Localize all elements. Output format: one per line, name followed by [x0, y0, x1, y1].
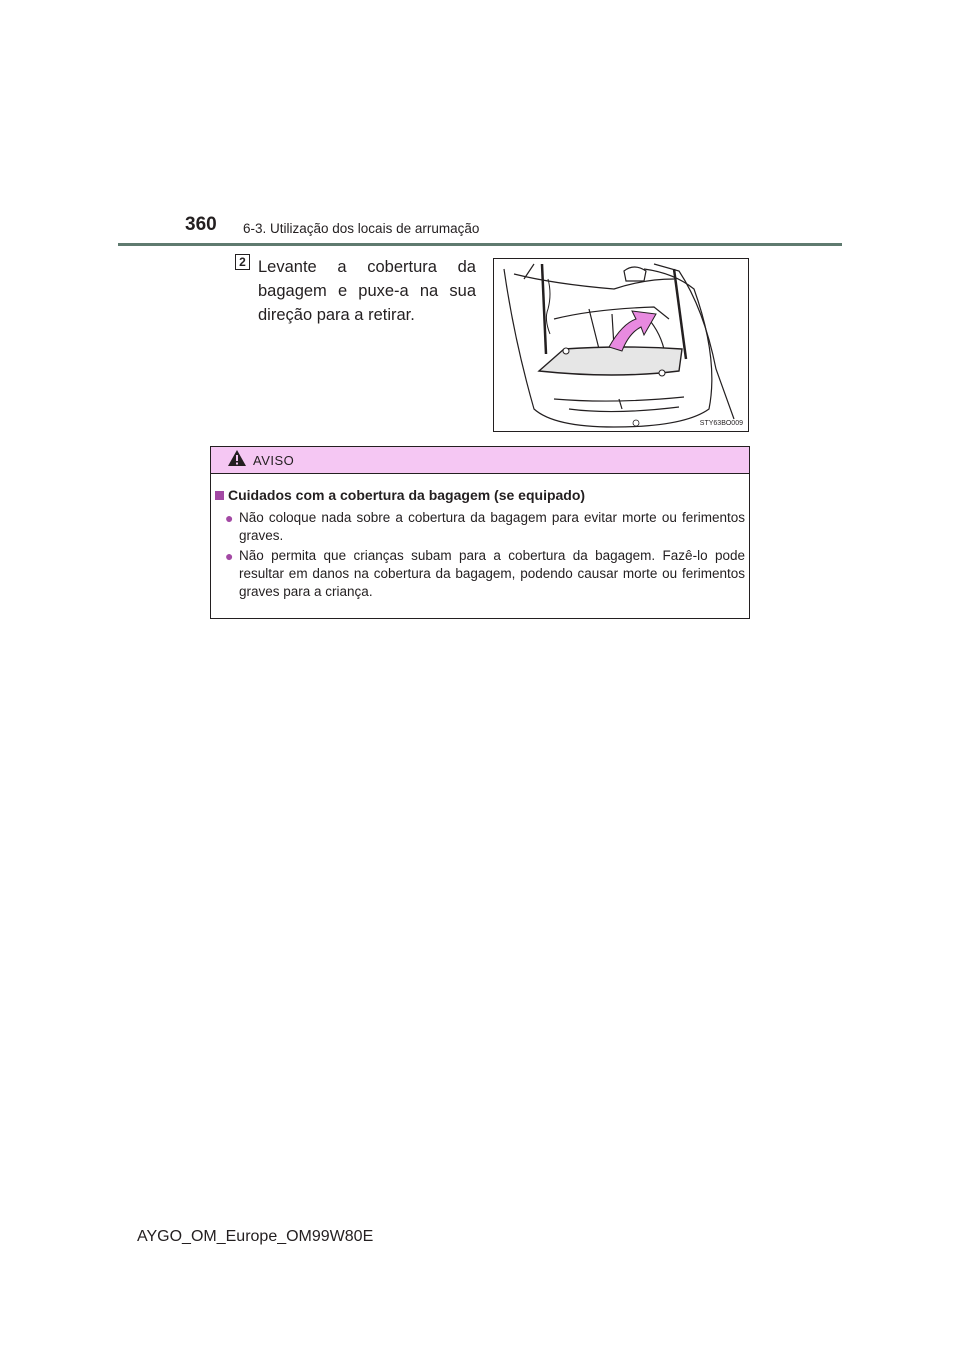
- footer-document-code: AYGO_OM_Europe_OM99W80E: [137, 1228, 374, 1245]
- luggage-cover-illustration: [493, 258, 749, 432]
- bullet-dot-icon: [225, 509, 239, 545]
- warning-triangle-icon: [227, 449, 247, 472]
- step-number-badge: 2: [235, 254, 250, 270]
- warning-bullet: [225, 509, 745, 545]
- warning-title-text: Cuidados com a cobertura da bagagem (se equipado): [228, 487, 586, 503]
- illustration-code: STY63BO009: [699, 420, 743, 427]
- warning-bullet-text: Não permita que crianças subam para a cobertura da bagagem. Fazê-lo pode resultar em danos na cobertura da bagagem, podendo causar morte ou ferimentos graves para a criança.: [239, 548, 745, 599]
- luggage-cover-removal-icon: [494, 259, 748, 431]
- warning-bullet-text: Não coloque nada sobre a cobertura da bagagem para evitar morte ou ferimentos graves.: [239, 510, 745, 543]
- page-number: 360: [185, 214, 217, 235]
- step-instruction: Levante a cobertura da bagagem e puxe-a na sua direção para a retirar.: [258, 258, 476, 324]
- bullet-dot-icon: [225, 547, 239, 601]
- warning-title: [215, 487, 585, 503]
- warning-header: [211, 447, 749, 474]
- section-title: 6-3. Utilização dos locais de arrumação: [243, 221, 480, 236]
- warning-box: [210, 446, 750, 619]
- warning-label: AVISO: [253, 452, 295, 468]
- header-divider: [118, 243, 842, 246]
- warning-bullet: [225, 547, 745, 601]
- square-bullet-icon: [215, 491, 224, 500]
